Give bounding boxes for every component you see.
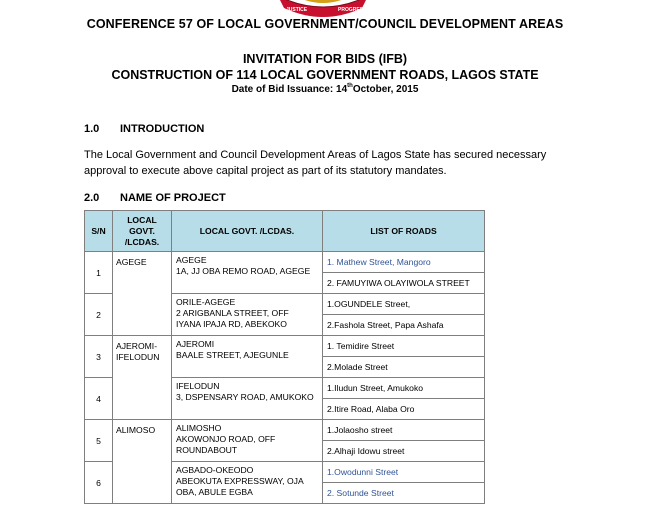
road-item: 1.Jolaosho street [323, 420, 485, 441]
row-address: ALIMOSHO AKOWONJO ROAD, OFF ROUNDABOUT [172, 420, 323, 462]
table-row [85, 252, 485, 273]
bid-issuance-date: Date of Bid Issuance: 14thOctober, 2015 [231, 83, 419, 95]
row-address: IFELODUN 3, DSPENSARY ROAD, AMUKOKO [172, 378, 323, 420]
row-address: AGEGE 1A, JJ OBA REMO ROAD, AGEGE [172, 252, 323, 294]
road-item: 1. Temidire Street [323, 336, 485, 357]
header-local-govt: LOCAL GOVT. /LCDAS. [113, 211, 172, 252]
row-sn: 4 [85, 378, 113, 420]
table-header-row [85, 211, 485, 252]
roads-table [84, 210, 485, 504]
svg-text:JUSTICE: JUSTICE [286, 7, 308, 13]
header-list-of-roads: LIST OF ROADS [323, 211, 485, 252]
table-row [85, 336, 485, 357]
row-sn: 3 [85, 336, 113, 378]
header-sn: S/N [85, 211, 113, 252]
row-sn: 5 [85, 420, 113, 462]
introduction-paragraph: The Local Government and Council Development Areas of Lagos State has secured necessary approval to execute above capital project as part of its statutory mandates. [84, 149, 547, 177]
coat-of-arms-logo [258, 0, 388, 18]
road-item: 2. FAMUYIWA OLAYIWOLA STREET [323, 273, 485, 294]
row-address: AGBADO-OKEODO ABEOKUTA EXPRESSWAY, OJA OBA, ABULE EGBA [172, 462, 323, 504]
row-sn: 2 [85, 294, 113, 336]
row-local-govt: ALIMOSO [113, 420, 172, 504]
road-item: 1.Iludun Street, Amukoko [323, 378, 485, 399]
road-item: 2.Molade Street [323, 357, 485, 378]
conference-title: CONFERENCE 57 OF LOCAL GOVERNMENT/COUNCIL DEVELOPMENT AREAS [86, 17, 564, 31]
road-item: 2.Fashola Street, Papa Ashafa [323, 315, 485, 336]
section-introduction-heading: 1.0 INTRODUCTION [84, 123, 205, 135]
road-item: 1. Mathew Street, Mangoro [323, 252, 485, 273]
road-item: 2.Itire Road, Alaba Oro [323, 399, 485, 420]
table-row [85, 420, 485, 441]
invitation-title: INVITATION FOR BIDS (IFB) [242, 52, 408, 66]
row-sn: 1 [85, 252, 113, 294]
row-address: AJEROMI BAALE STREET, AJEGUNLE [172, 336, 323, 378]
row-sn: 6 [85, 462, 113, 504]
road-item: 2.Alhaji Idowu street [323, 441, 485, 462]
header-address: LOCAL GOVT. /LCDAS. [172, 211, 323, 252]
project-title: CONSTRUCTION OF 114 LOCAL GOVERNMENT ROADS, LAGOS STATE [111, 68, 539, 82]
road-item: 1.Owodunni Street [323, 462, 485, 483]
svg-text:PROGRESS: PROGRESS [338, 7, 367, 13]
row-local-govt: AGEGE [113, 252, 172, 336]
section-project-heading: 2.0 NAME OF PROJECT [84, 192, 226, 204]
row-local-govt: AJEROMI-IFELODUN [113, 336, 172, 420]
road-item: 2. Sotunde Street [323, 483, 485, 504]
road-item: 1.OGUNDELE Street, [323, 294, 485, 315]
row-address: ORILE-AGEGE 2 ARIGBANLA STREET, OFF IYANA IPAJA RD, ABEKOKO [172, 294, 323, 336]
